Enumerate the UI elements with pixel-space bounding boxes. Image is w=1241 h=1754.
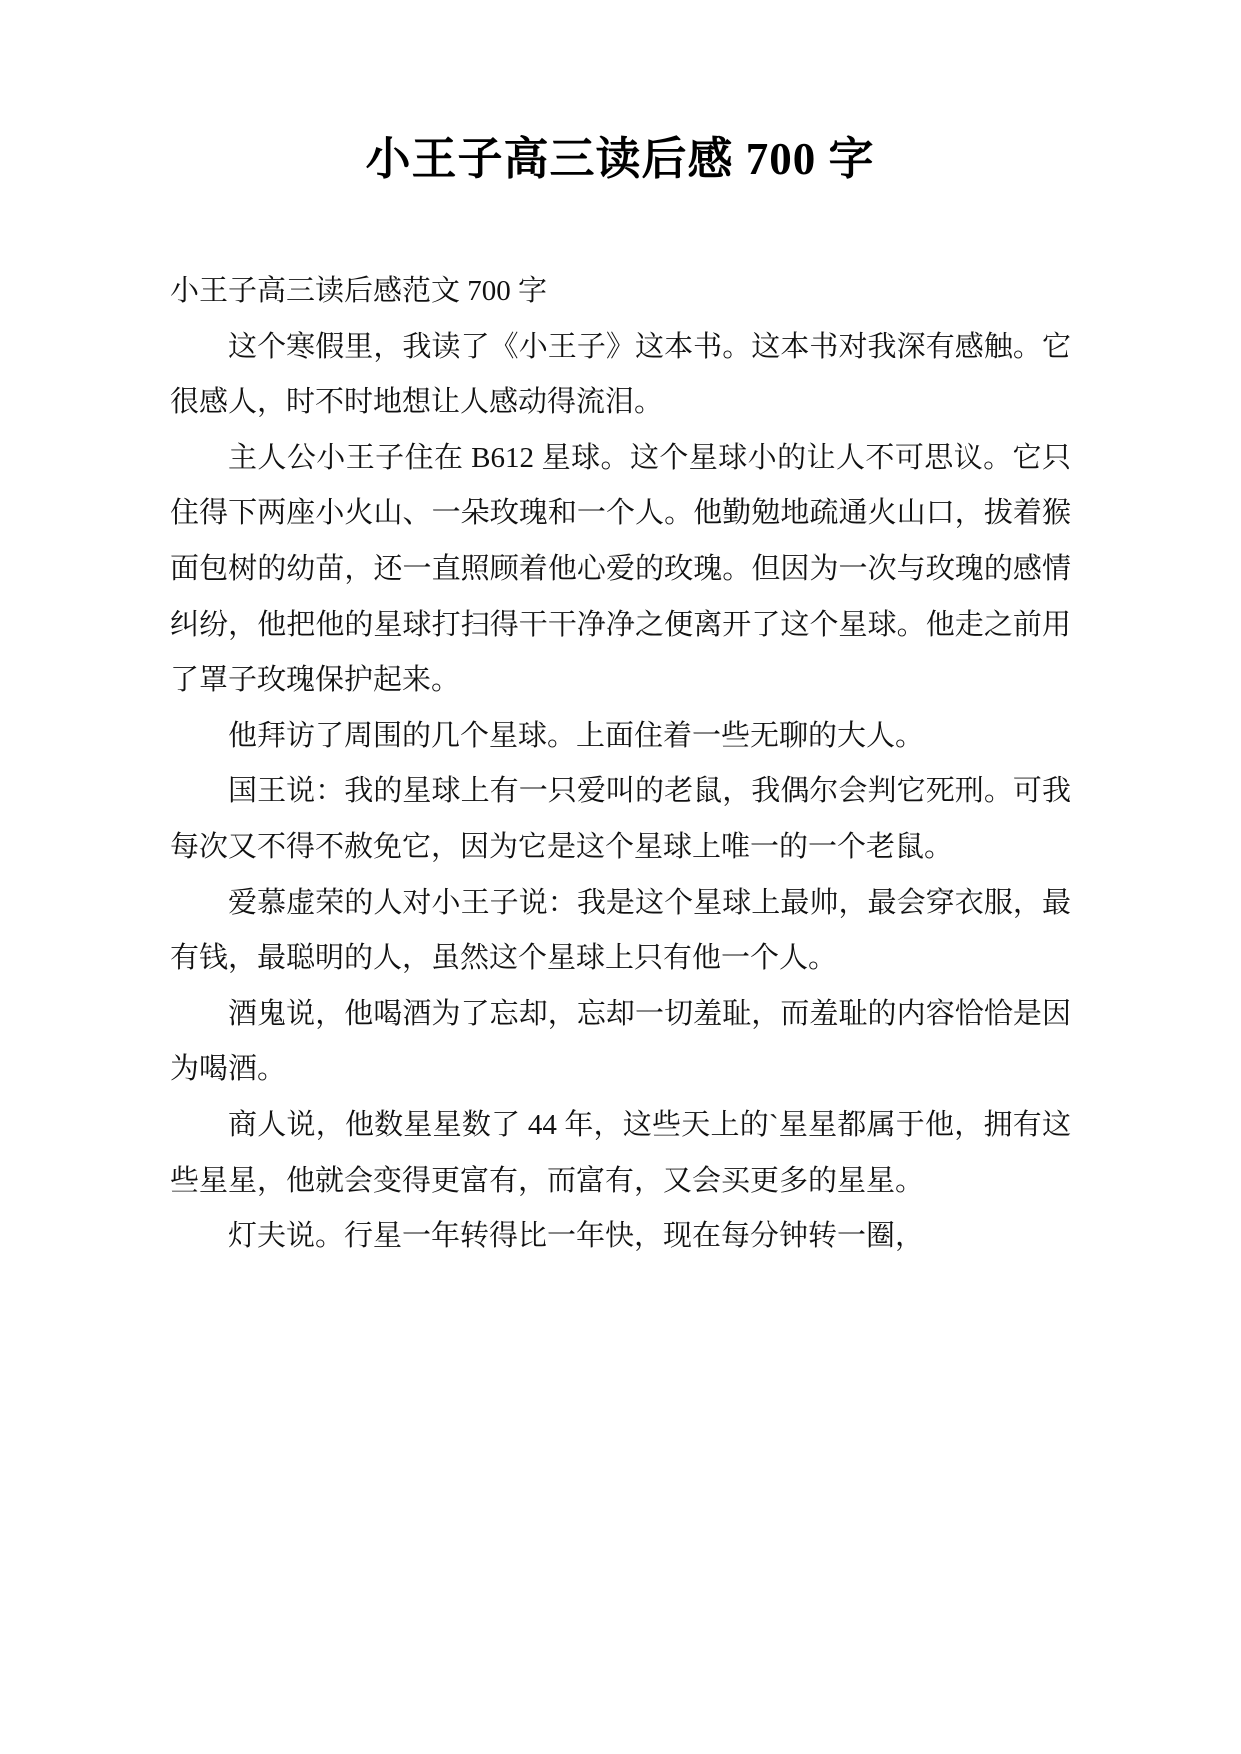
document-body (170, 264, 1071, 1265)
paragraph: 小王子高三读后感范文 700 字 (170, 275, 548, 307)
document-title: 小王子高三读后感 700 字 (365, 134, 875, 184)
paragraph: 国王说：我的星球上有一只爱叫的老鼠，我偶尔会判它死刑。可我每次又不得不赦免它，因为它是这个星球上唯一的一个老鼠。 (170, 775, 1071, 863)
paragraph: 他拜访了周围的几个星球。上面住着一些无聊的大人。 (228, 719, 925, 752)
paragraph: 爱慕虚荣的人对小王子说：我是这个星球上最帅，最会穿衣服，最有钱，最聪明的人，虽然这个星球上只有他一个人。 (170, 886, 1071, 975)
paragraph: 灯夫说。行星一年转得比一年快，现在每分钟转一圈， (228, 1220, 925, 1253)
paragraph: 这个寒假里，我读了《小王子》这本书。这本书对我深有感触。它很感人，时不时地想让人感动得流泪。 (170, 330, 1071, 419)
paragraph: 商人说，他数星星数了 44 年，这些天上的`星星都属于他，拥有这些星星，他就会变得更富有，而富有，又会买更多的星星。 (170, 1108, 1071, 1197)
paragraph: 主人公小王子住在 B612 星球。这个星球小的让人不可思议。它只住得下两座小火山、一朵玫瑰和一个人。他勤勉地疏通火山口，拔着猴面包树的幼苗，还一直照顾着他心爱的玫瑰。但因为一次与玫瑰的感情纠纷，他把他的星球打扫得干干净净之便离开了这个星球。他走之前用了罩子玫瑰保护起来。 (170, 441, 1071, 697)
paragraph: 酒鬼说，他喝酒为了忘却，忘却一切羞耻，而羞耻的内容恰恰是因为喝酒。 (170, 997, 1071, 1086)
